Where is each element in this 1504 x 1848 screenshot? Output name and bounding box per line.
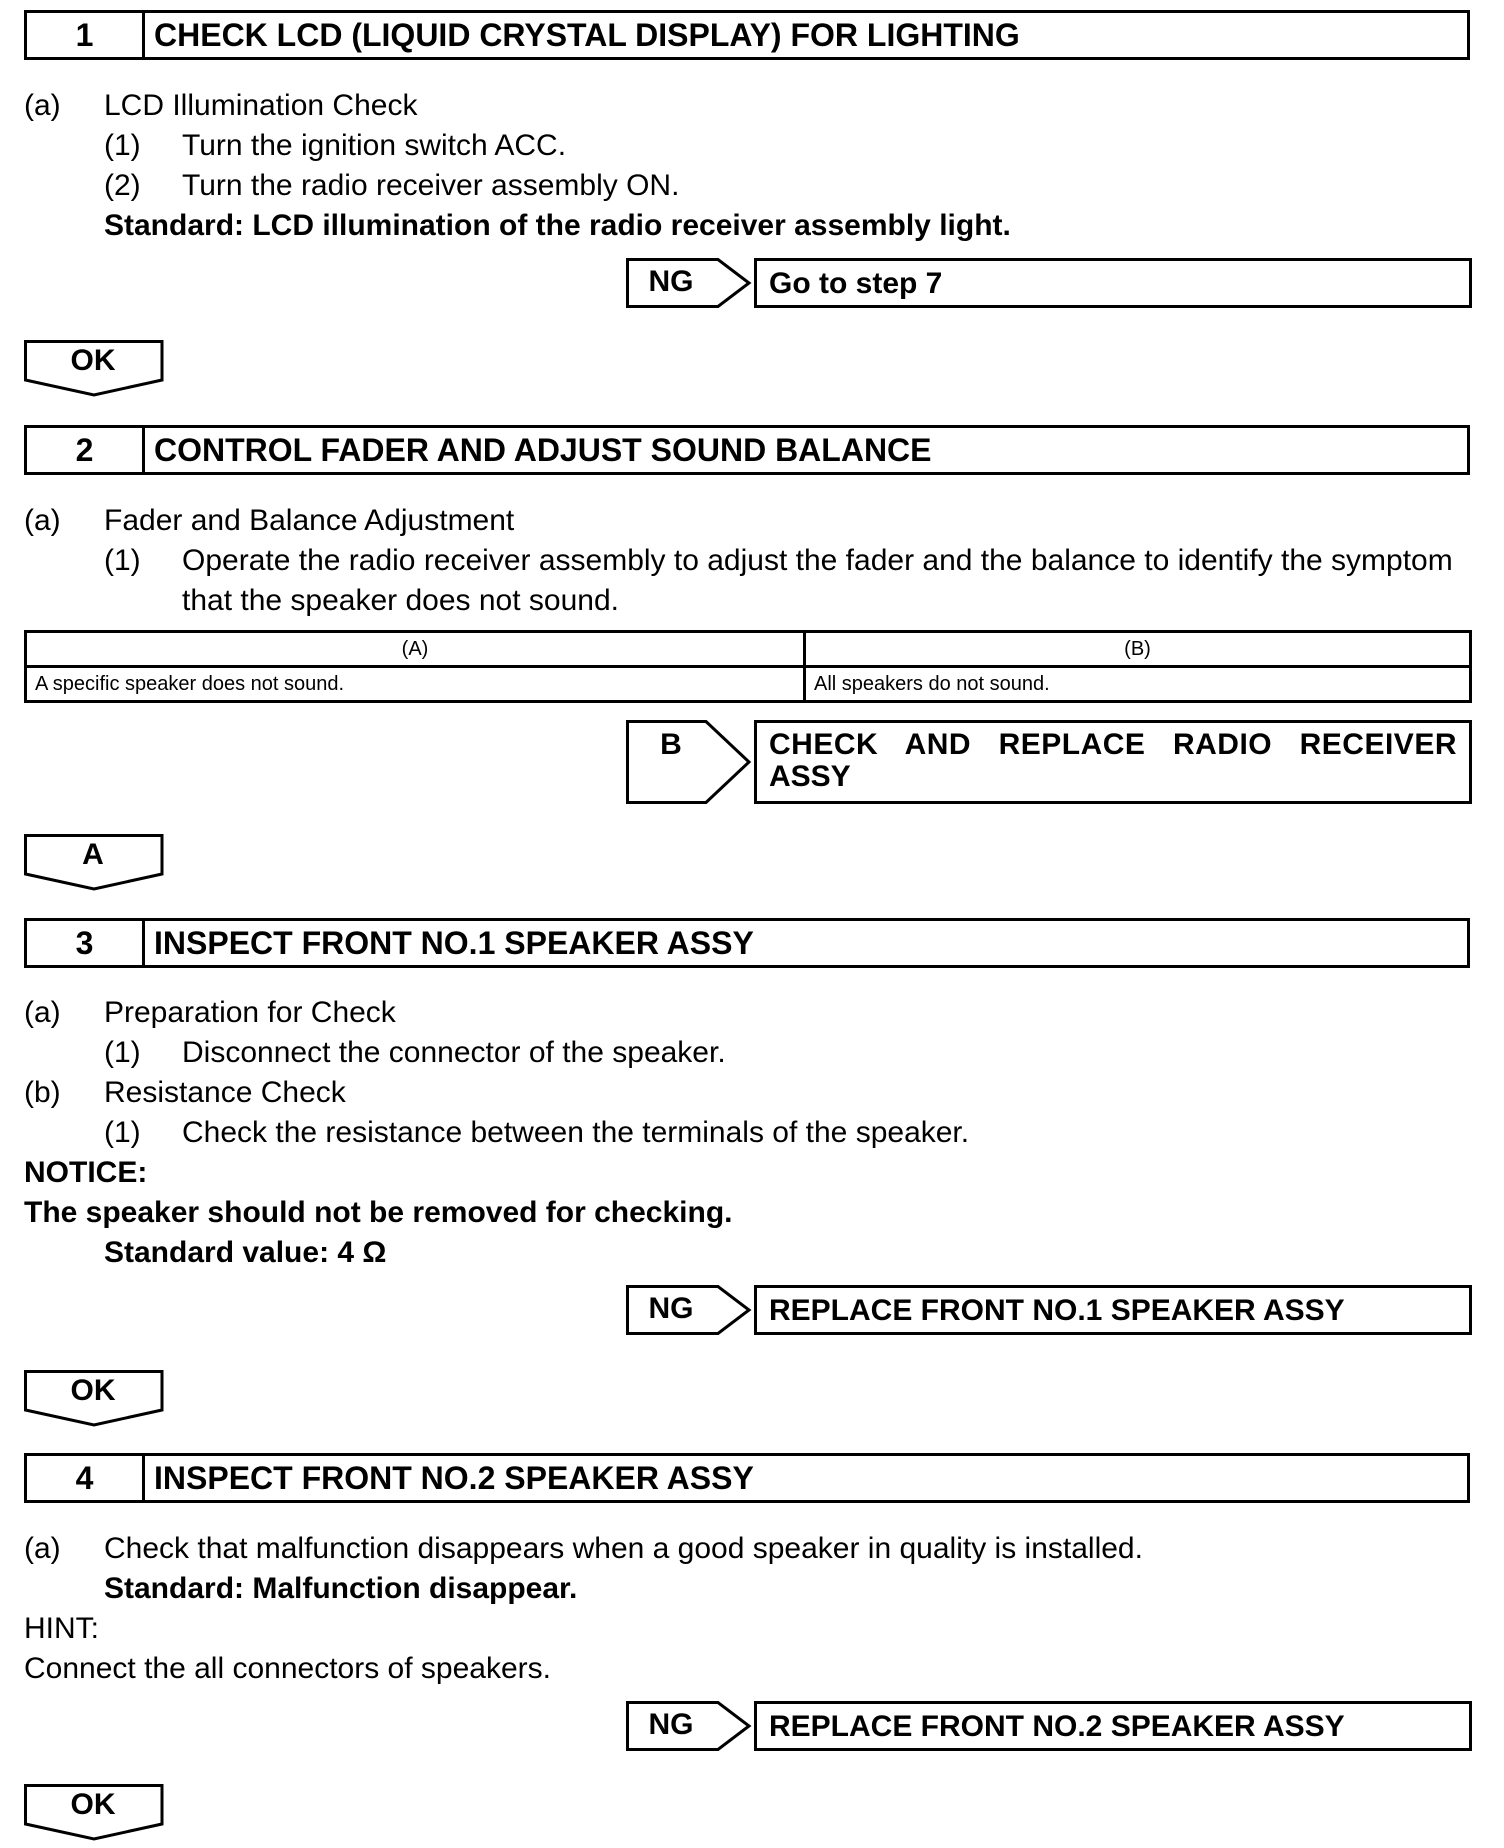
replace-front-no2-speaker-box[interactable]	[754, 1701, 1472, 1751]
next-label: OK	[70, 1374, 116, 1407]
item-marker: (a)	[24, 504, 61, 537]
sub-item-text: Check the resistance between the terminals of the speaker.	[182, 1116, 970, 1149]
branch-result: Go to step 7	[769, 267, 943, 300]
ok-next-tag[interactable]	[24, 340, 164, 398]
sub-item-marker: (1)	[104, 129, 141, 162]
ng-branch-tag[interactable]	[626, 258, 752, 308]
step-title: INSPECT FRONT NO.2 SPEAKER ASSY	[154, 1460, 754, 1496]
standard-text: Standard: Malfunction disappear.	[104, 1572, 578, 1605]
item-text: Check that malfunction disappears when a good speaker in quality is installed.	[104, 1532, 1143, 1565]
ng-branch-tag[interactable]	[626, 1701, 752, 1751]
item-marker: (a)	[24, 89, 61, 122]
item-marker: (a)	[24, 996, 61, 1029]
branch-label: NG	[648, 1292, 694, 1325]
step-3-header	[24, 918, 1470, 968]
hint-label: HINT:	[24, 1612, 99, 1645]
notice-text: The speaker should not be removed for checking.	[24, 1196, 733, 1229]
ok-next-tag[interactable]	[24, 1370, 164, 1428]
branch-result-line1: CHECK AND REPLACE RADIO RECEIVER	[769, 728, 1457, 761]
replace-front-no1-speaker-box[interactable]	[754, 1285, 1472, 1335]
branch-label: B	[660, 728, 682, 761]
standard-text: Standard value: 4 Ω	[104, 1236, 387, 1269]
next-label: OK	[70, 1788, 116, 1821]
step-number: 4	[27, 1456, 145, 1500]
step-number: 1	[27, 13, 145, 57]
item-marker: (b)	[24, 1076, 61, 1109]
standard-text: Standard: LCD illumination of the radio receiver assembly light.	[104, 209, 1011, 242]
step-2-header	[24, 425, 1470, 475]
item-marker: (a)	[24, 1532, 61, 1565]
step-number: 3	[27, 921, 145, 965]
next-label: A	[82, 838, 104, 871]
sub-item-marker: (1)	[104, 1036, 141, 1069]
go-to-step-7-box[interactable]	[754, 258, 1472, 308]
branch-label: NG	[648, 1708, 694, 1741]
branch-label: NG	[648, 265, 694, 298]
table-row	[26, 667, 1471, 702]
branch-result: REPLACE FRONT NO.2 SPEAKER ASSY	[769, 1710, 1345, 1743]
symptom-table	[24, 630, 1472, 703]
step-number: 2	[27, 428, 145, 472]
b-branch-tag[interactable]	[626, 720, 752, 804]
hint-text: Connect the all connectors of speakers.	[24, 1652, 551, 1685]
sub-item-marker: (1)	[104, 544, 141, 577]
item-text: LCD Illumination Check	[104, 89, 418, 122]
table-header-row	[26, 632, 1471, 667]
next-label: OK	[70, 344, 116, 377]
item-text: Fader and Balance Adjustment	[104, 504, 515, 537]
table-header-a: (A)	[26, 632, 805, 667]
sub-item-text: Disconnect the connector of the speaker.	[182, 1036, 726, 1069]
sub-item-text-cont: that the speaker does not sound.	[182, 584, 619, 617]
step-title: CONTROL FADER AND ADJUST SOUND BALANCE	[154, 432, 932, 468]
sub-item-marker: (2)	[104, 169, 141, 202]
sub-item-marker: (1)	[104, 1116, 141, 1149]
item-text: Preparation for Check	[104, 996, 396, 1029]
ng-branch-tag[interactable]	[626, 1285, 752, 1335]
step-title: CHECK LCD (LIQUID CRYSTAL DISPLAY) FOR LIGHTING	[154, 17, 1020, 53]
step-1-header	[24, 10, 1470, 60]
a-next-tag[interactable]	[24, 834, 164, 892]
ok-next-tag[interactable]	[24, 1784, 164, 1842]
branch-result: REPLACE FRONT NO.1 SPEAKER ASSY	[769, 1294, 1345, 1327]
table-cell-b: All speakers do not sound.	[805, 667, 1471, 702]
sub-item-text: Turn the ignition switch ACC.	[182, 129, 567, 162]
branch-result-line2: ASSY	[769, 760, 851, 793]
sub-item-text: Turn the radio receiver assembly ON.	[182, 169, 680, 202]
table-header-b: (B)	[805, 632, 1471, 667]
replace-radio-receiver-box[interactable]	[754, 720, 1472, 804]
notice-label: NOTICE:	[24, 1156, 148, 1189]
item-text: Resistance Check	[104, 1076, 346, 1109]
step-title: INSPECT FRONT NO.1 SPEAKER ASSY	[154, 925, 754, 961]
step-4-header	[24, 1453, 1470, 1503]
table-cell-a: A specific speaker does not sound.	[26, 667, 805, 702]
sub-item-text: Operate the radio receiver assembly to adjust the fader and the balance to identify the symptom	[182, 544, 1453, 577]
